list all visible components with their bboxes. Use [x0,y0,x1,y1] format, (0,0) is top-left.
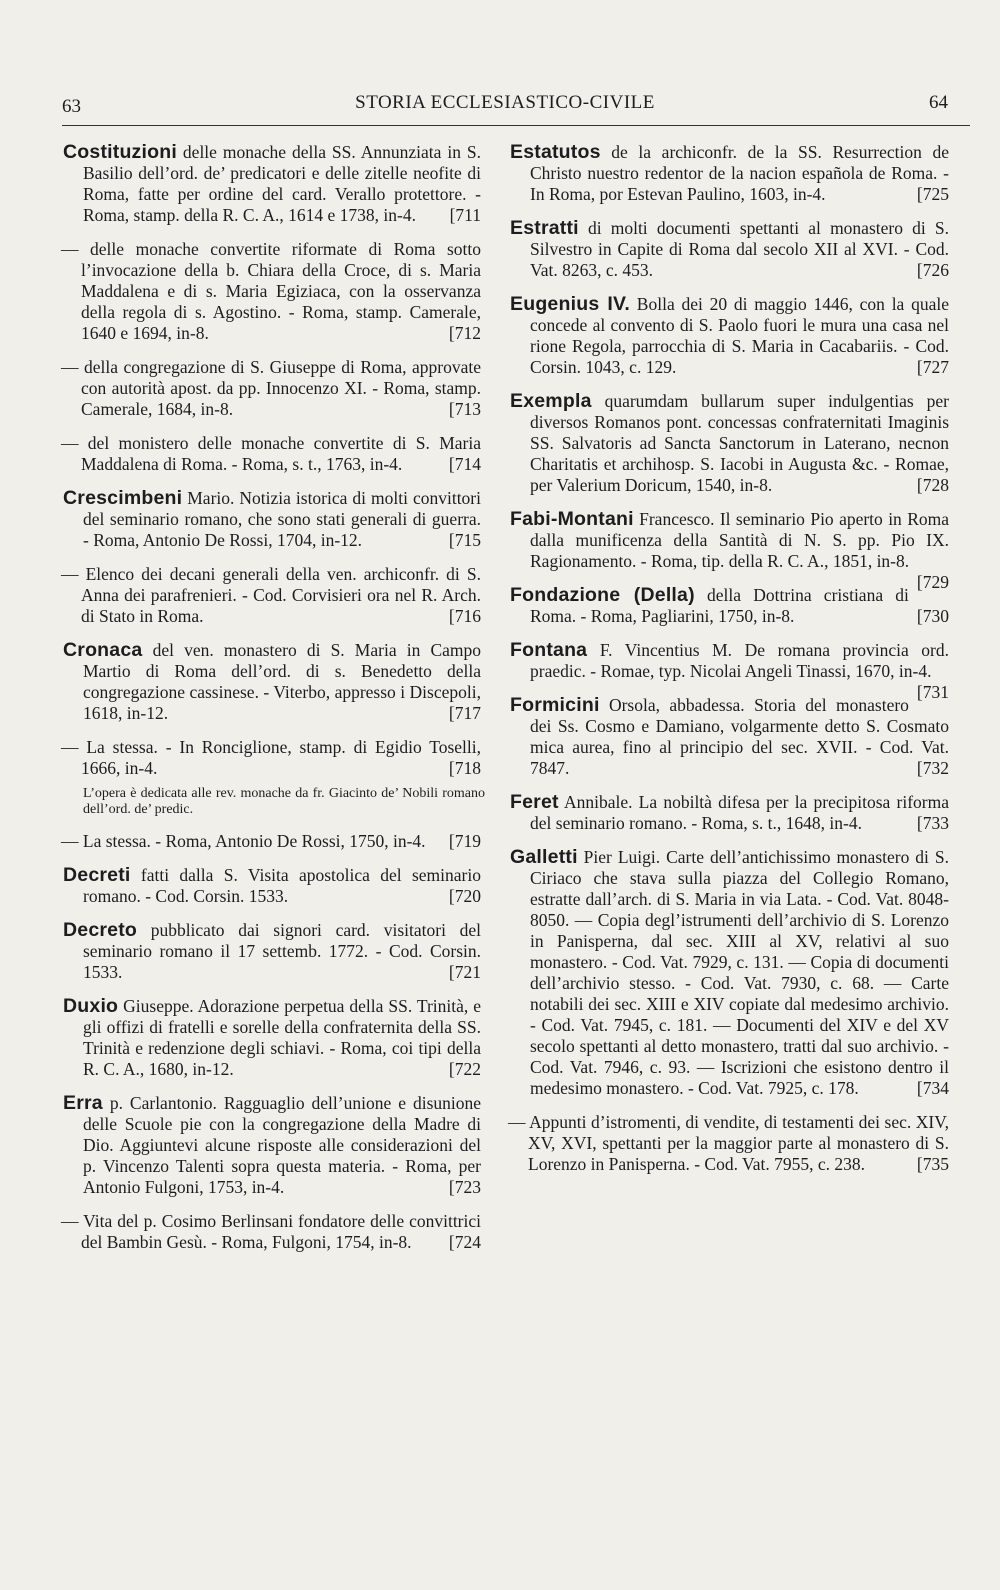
entry-heading: Costituzioni [63,141,177,163]
entry-text: del ven. monastero di S. Maria in Campo Martio di Roma dell’ord. di s. Benedetto della congregazione cassinese. - Viterbo, appresso i Discepoli, 1618, in-12. [83,640,481,723]
entry-number: [727 [916,357,949,377]
entry-number: [719 [448,831,481,851]
entry-heading: Feret [510,791,559,813]
entry-text: — delle monache convertite riformate di Roma sotto l’invocazione della b. Chiara della Croce, di s. Maria Maddalena e di s. Maria Egiziaca, con la osservanza della regola di s. Agostino. - Roma, stamp. Camerale, 1640 e 1694, in-8. [61,239,481,343]
bibliography-entry [63,831,485,852]
entry-number: [723 [448,1177,481,1197]
bibliography-entry [510,585,953,627]
entry-text: di molti documenti spettanti al monastero di S. Silvestro in Capite di Roma dal secolo XII al XVI. - Cod. Vat. 8263, c. 453. [530,218,949,280]
entry-heading: Decreti [63,864,131,886]
bibliography-entry [63,239,485,344]
entry-heading: Duxio [63,995,119,1017]
left-page-number: 63 [62,96,81,117]
entry-text: fatti dalla S. Visita apostolica del seminario romano. - Cod. Corsin. 1533. [83,865,481,906]
entry-number: [725 [916,184,949,204]
entry-text: Mario. Notizia istorica di molti convittori del seminario romano, che sono stati generali di guerra. - Roma, Antonio De Rossi, 1704, in-12. [83,488,482,550]
entry-number: [712 [448,323,481,343]
entry-heading: Cronaca [63,639,143,661]
entry-number: [716 [448,606,481,626]
entry-text: Giuseppe. Adorazione perpetua della SS. Trinità, e gli offizi di fratelli e sorelle della confraternita della SS. Trinità e redenzione degli schiavi. - Roma, coi tipi della R. C. A., 1680, in-12. [83,996,481,1079]
bibliography-entry [63,1093,485,1198]
bibliography-entry [63,488,485,551]
bibliography-entry [63,640,485,724]
entry-text: Annibale. La nobiltà difesa per la precipitosa riforma del seminario romano. - Roma, s. t., 1648, in-4. [530,792,949,833]
bibliography-entry [63,564,485,627]
entry-number: [730 [916,606,949,626]
entry-text: della Dottrina cristiana di Roma. - Roma, Pagliarini, 1750, in-8. [530,585,909,626]
left-column [63,142,485,1266]
entry-number: [724 [448,1232,481,1252]
entry-number: [726 [916,260,949,280]
entry-number: [734 [916,1078,949,1098]
bibliography-entry [510,294,953,378]
entry-text: pubblicato dai signori card. visitatori del seminario romano il 17 settemb. 1772. - Cod. Corsin. 1533. [83,920,481,982]
entry-number: [711 [449,205,481,225]
entry-heading: Eugenius IV. [510,293,631,315]
entry-number: [733 [916,813,949,833]
entry-number: [718 [448,758,481,778]
bibliography-entry [510,142,953,205]
entry-heading: Exempla [510,390,592,412]
entry-number: [722 [448,1059,481,1079]
entry-heading: Fabi-Montani [510,508,634,530]
entry-text: Bolla dei 20 di maggio 1446, con la quale concede al convento di S. Paolo fuori le mura una casa nel rione Regola, parrocchia di S. Maria in Cacabariis. - Cod. Corsin. 1043, c. 129. [530,294,949,377]
entry-number: [713 [448,399,481,419]
entry-number: [720 [448,886,481,906]
page-header [62,92,948,126]
entry-note: L’opera è dedicata alle rev. monache da fr. Giacinto de’ Nobili romano dell’ord. de’ predic. [83,786,485,817]
entry-text: — della congregazione di S. Giuseppe di Roma, approvate con autorità apost. da pp. Innocenzo XI. - Roma, stamp. Camerale, 1684, in-8. [61,357,481,419]
running-title: STORIA ECCLESIASTICO-CIVILE [355,92,655,113]
bibliography-entry [63,737,485,779]
bibliography-entry [63,920,485,983]
entry-heading: Crescimbeni [63,487,183,509]
bibliography-entry [510,695,953,779]
entry-text: p. Carlantonio. Ragguaglio dell’unione e disunione delle Scuole pie con la congregazione della Madre di Dio. Aggiuntevi alcune risposte alle considerazioni del p. Vincenzo Talenti sopra questa materia. - Roma, per Antonio Fulgoni, 1753, in-4. [83,1093,482,1197]
bibliography-entry [510,792,953,834]
entry-heading: Fontana [510,639,588,661]
bibliography-entry [63,1211,485,1253]
bibliography-entry [63,865,485,907]
entry-text: de la archiconfr. de la SS. Resurrection de Christo nuestro redentor de la nacion española de Roma. - In Roma, por Estevan Paulino, 1603, in-4. [530,142,950,204]
entry-text: — del monistero delle monache convertite di S. Maria Maddalena di Roma. - Roma, s. t., 1763, in-4. [61,433,481,474]
bibliography-entry [510,1112,953,1175]
entry-number: [732 [916,758,949,778]
entry-text: delle monache della SS. Annunziata in S. Basilio dell’ord. de’ predicatori e delle zitelle neofite di Roma, fatte per ordine del card. Verallo protettore. - Roma, stamp. della R. C. A., 1614 e 1738, in-4. [83,142,482,225]
entry-heading: Estatutos [510,141,601,163]
entry-text: — Vita del p. Cosimo Berlinsani fondatore delle convittrici del Bambin Gesù. - Roma, Fulgoni, 1754, in-8. [61,1211,481,1252]
entry-text: Francesco. Il seminario Pio aperto in Roma dalla munificenza della Santità di N. S. pp. Pio IX. Ragionamento. - Roma, tip. della R. C. A., 1851, in-8. [530,509,950,571]
entry-heading: Formicini [510,694,600,716]
entry-number: [729 [916,572,949,592]
bibliography-entry [63,433,485,475]
entry-text: — La stessa. - Roma, Antonio De Rossi, 1750, in-4. [61,831,426,851]
entry-text: — Elenco dei decani generali della ven. archiconfr. di S. Anna dei parafrenieri. - Cod. Corvisieri ora nel R. Arch. di Stato in Roma. [61,564,481,626]
entry-heading: Fondazione (Della) [510,584,695,606]
entry-number: [717 [448,703,481,723]
header-rule [62,125,970,126]
bibliography-entry [510,218,953,281]
entry-heading: Estratti [510,217,579,239]
entry-heading: Erra [63,1092,103,1114]
bibliography-entry [510,639,953,702]
entry-number: [721 [448,962,481,982]
entry-number: [714 [448,454,481,474]
entry-number: [715 [448,530,481,550]
entry-text: — La stessa. - In Ronciglione, stamp. di Egidio Toselli, 1666, in-4. [61,737,481,778]
bibliography-entry [63,996,485,1080]
entry-number: [731 [916,682,949,702]
bibliography-entry [510,508,953,592]
right-column [510,142,953,1188]
entry-number: [735 [916,1154,949,1174]
entry-heading: Galletti [510,846,578,868]
entry-text: quarumdam bullarum super indulgentias per diversos Romanos pont. concessas confraternitati Imaginis SS. Salvatoris ad Sancta Sanctorum in Laterano, necnon Charitatis et archihosp. S. Iacobi in Augusta &c. - Romae, per Valerium Doricum, 1540, in-8. [530,391,950,495]
right-page-number: 64 [929,92,948,113]
entry-number: [728 [916,475,949,495]
bibliography-entry [510,391,953,496]
bibliography-entry [510,847,953,1099]
entry-text: — Appunti d’istromenti, di vendite, di testamenti dei sec. XIV, XV, XVI, spettanti per la maggior parte al monastero di S. Lorenzo in Panisperna. - Cod. Vat. 7955, c. 238. [508,1112,949,1174]
bibliography-entry [63,142,485,226]
entry-text: Pier Luigi. Carte dell’antichissimo monastero di S. Ciriaco che stava sulla piazza del Collegio Romano, estratte dall’arch. di S. Maria in via Lata. - Cod. Vat. 8048-8050. — Copia degl’istrumenti dell’archivio di S. Lorenzo in Panisperna, dal sec. XIII al XV, relativi al suo monastero. - Cod. Vat. 7929, c. 131. — Copia di documenti dell’archivio stesso. - Cod. Vat. 7930, c. 68. — Carte notabili dei sec. XIII e XIV copiate dal medesimo archivio. - Cod. Vat. 7945, c. 181. — Documenti del XIV e del XV secolo spettanti al detto monastero, tratti dal suo archivio. - Cod. Vat. 7946, c. 93. — Iscrizioni che esistono dentro il medesimo monastero. - Cod. Vat. 7925, c. 178. [530,847,949,1098]
entry-heading: Decreto [63,919,138,941]
entry-text: F. Vincentius M. De romana provincia ord. praedic. - Romae, typ. Nicolai Angeli Tinassi, 1670, in-4. [530,640,950,681]
bibliography-entry [63,357,485,420]
entry-text: Orsola, abbadessa. Storia del monastero dei Ss. Cosmo e Damiano, volgarmente detto S. Cosmato mica aurea, fino al principio del sec. XVII. - Cod. Vat. 7847. [530,695,949,778]
